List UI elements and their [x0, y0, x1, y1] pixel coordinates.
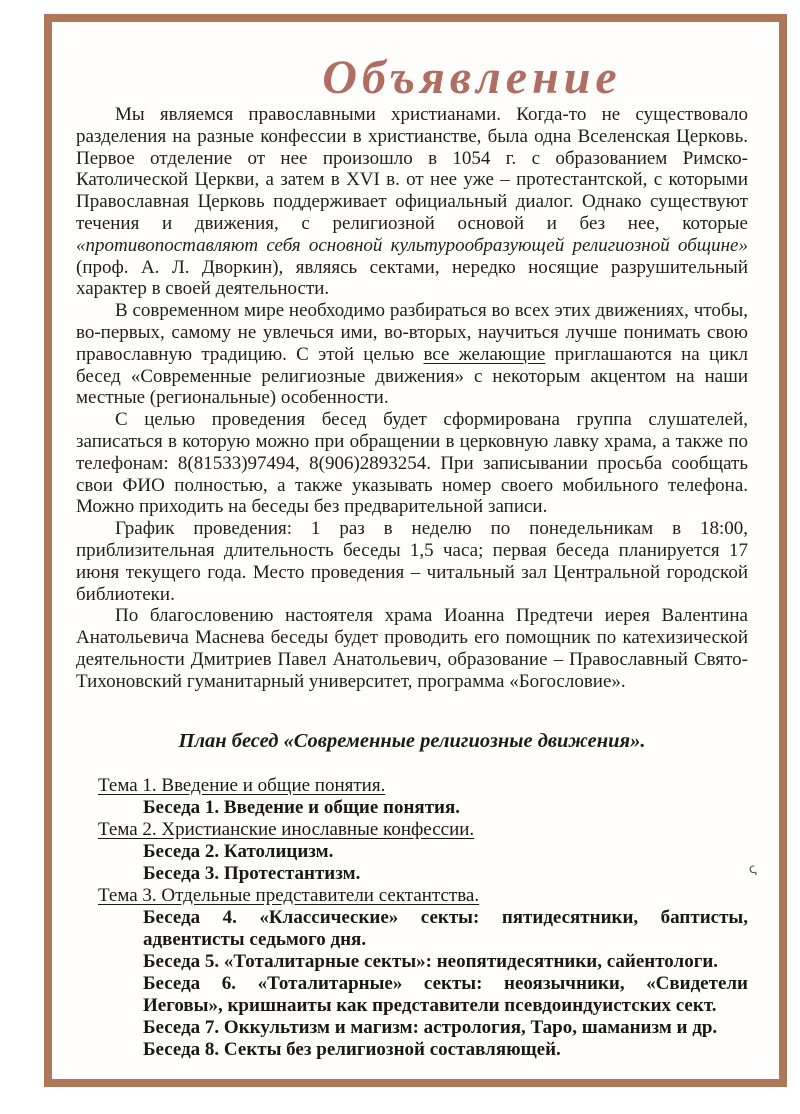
text-run: График проведения: 1 раз в неделю по понедельникам в 18:00, приблизительная длительность беседы 1,5 часа; первая беседа планируется 17 июня текущего года. Место проведения – читальный зал Центральной городской библиотеки.	[76, 518, 748, 605]
page-content	[52, 22, 779, 1061]
plan-item-tema-1: Тема 1. Введение и общие понятия.	[98, 774, 386, 796]
plan-heading: План бесед «Современные религиозные движения».	[178, 729, 646, 752]
plan-list	[76, 775, 748, 1061]
plan-item-beseda-5: Беседа 3. Протестантизм.	[143, 862, 361, 884]
text-run: По благословению настоятеля храма Иоанна Предтечи иерея Валентина Анатольевича Маснева беседы будет проводить его помощник по катехизической деятельности Дмитриев Павел Анатольевич, образование – Православный Свято-Тихоновский гуманитарный университет, программа «Богословие».	[76, 605, 748, 692]
body-paragraph-2	[76, 300, 748, 409]
plan-item-beseda-7: Беседа 4. «Классические» секты: пятидесятники, баптисты, адвентисты седьмого дня.	[143, 906, 748, 950]
announcement-body	[76, 104, 748, 693]
body-paragraph-1	[76, 104, 748, 300]
text-run-underline: все желающие	[423, 343, 546, 365]
text-run: В современном мире необходимо разбираться во всех этих движениях, чтобы, во-первых, самому не увлечься ими, во-вторых, научиться лучше понимать свою православную традицию. С этой целью	[76, 300, 748, 365]
plan-item-beseda-11: Беседа 8. Секты без религиозной составляющей.	[143, 1038, 561, 1060]
body-paragraph-3	[76, 409, 748, 518]
text-run: (проф. А. Л. Дворкин), являясь сектами, нередко носящие разрушительный характер в своей деятельности.	[76, 256, 748, 300]
plan-item-tema-6: Тема 3. Отдельные представители сектантства.	[98, 884, 480, 906]
text-run-italic: «противопоставляют себя основной культурообразующей религиозной общине»	[76, 234, 748, 256]
body-paragraph-4	[76, 518, 748, 605]
plan-item-beseda-9: Беседа 6. «Тоталитарные» секты: неоязычники, «Свидетели Иеговы», кришнаиты как представители псевдоиндуистских сект.	[143, 972, 748, 1016]
plan-item-beseda-10: Беседа 7. Оккультизм и магизм: астрология, Таро, шаманизм и др.	[143, 1016, 718, 1038]
plan-item-beseda-8: Беседа 5. «Тоталитарные секты»: неопятидесятники, сайентологи.	[143, 950, 719, 972]
plan-item-tema-3: Тема 2. Христианские инославные конфессии.	[98, 818, 475, 840]
page-title: Объявление	[322, 51, 622, 104]
text-run: Мы являемся православными христианами. Когда-то не существовало разделения на разные конфессии в христианстве, была одна Вселенская Церковь. Первое отделение от нее произошло в 1054 г. с образованием Римско-Католической Церкви, а затем в XVI в. от нее уже – протестантской, с которыми Православная Церковь поддерживает официальный диалог. Однако существуют течения и движения, с религиозной основой и без нее, которые	[76, 104, 748, 234]
text-run: С целью проведения бесед будет сформирована группа слушателей, записаться в которую можно при обращении в церковную лавку храма, а также по телефонам: 8(81533)97494, 8(906)2893254. При записывании просьба сообщать свои ФИО полностью, а также указывать номер своего мобильного телефона. Можно приходить на беседы без предварительной записи.	[76, 409, 748, 518]
plan-item-beseda-2: Беседа 1. Введение и общие понятия.	[143, 796, 461, 818]
scan-artifact-mark: ς	[746, 861, 759, 878]
text-run: приглашаются на цикл бесед «Современные религиозные движения» с некоторым акцентом на наши местные (региональные) особенности.	[76, 343, 749, 409]
body-paragraph-5	[76, 605, 748, 692]
page-border-frame	[44, 14, 787, 1087]
plan-item-beseda-4: Беседа 2. Католицизм.	[143, 840, 334, 862]
